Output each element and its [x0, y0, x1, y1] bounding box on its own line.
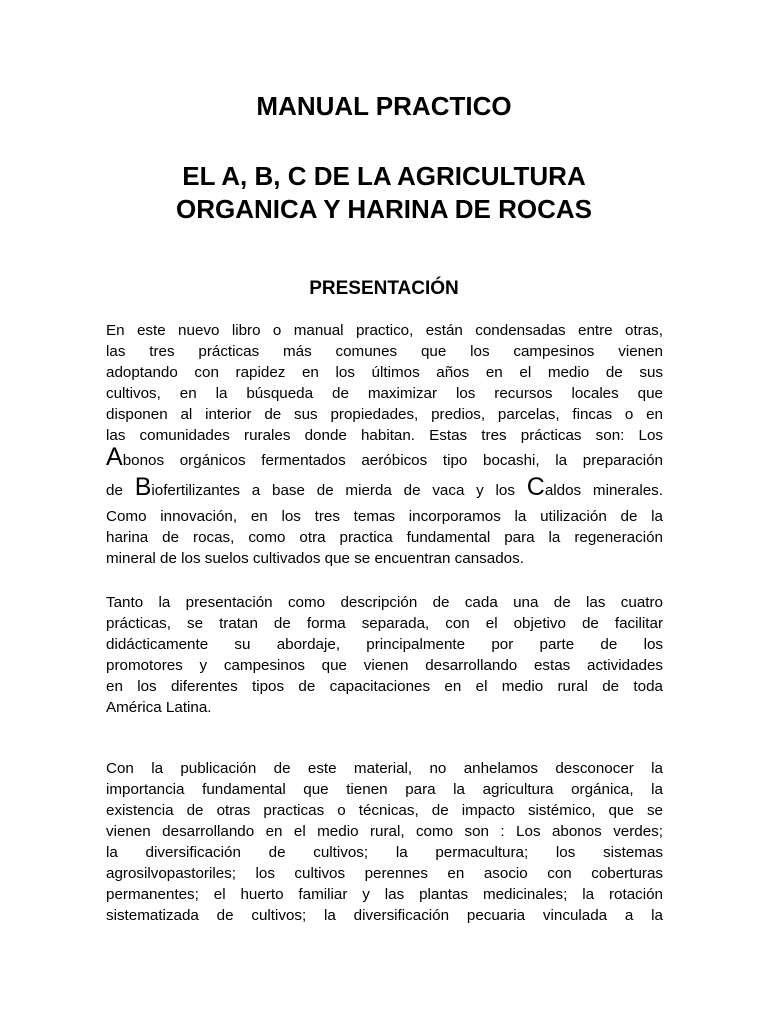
paragraph-methodology — [106, 592, 663, 718]
paragraph-context — [106, 758, 663, 926]
text-line: mineral de los suelos cultivados que se encuentran cansados. — [106, 550, 524, 567]
text-line: cultivos, en la búsqueda de maximizar los recursos locales que — [106, 385, 663, 402]
document-subtitle-line-2: ORGANICA Y HARINA DE ROCAS — [175, 194, 593, 224]
text-line: América Latina. — [106, 699, 212, 716]
text-line: prácticas, se tratan de forma separada, con el objetivo de facilitar — [106, 615, 663, 632]
text-line: las comunidades rurales donde habitan. Estas tres prácticas son: Los — [106, 427, 663, 444]
text-line: en los diferentes tipos de capacitaciones en el medio rural de toda — [106, 678, 663, 695]
text-line: didácticamente su abordaje, principalmente por parte de los — [106, 636, 663, 653]
text-line: importancia fundamental que tienen para la agricultura orgánica, la — [106, 781, 663, 798]
text-line: sistematizada de cultivos; la diversificación pecuaria vinculada a la — [106, 907, 663, 924]
text-line: permanentes; el huerto familiar y las plantas medicinales; la rotación — [106, 886, 663, 903]
text-line: disponen al interior de sus propiedades, predios, parcelas, fincas o en — [106, 406, 663, 423]
text-line: promotores y campesinos que vienen desarrollando estas actividades — [106, 657, 663, 674]
text-line: Tanto la presentación como descripción de cada una de las cuatro — [106, 594, 663, 611]
text-line-with-initials — [106, 473, 663, 506]
text-fragment: iofertilizantes a base de mierda de vaca y los — [151, 482, 527, 499]
text-line: vienen desarrollando en el medio rural, como son : Los abonos verdes; — [106, 823, 663, 840]
text-line: la diversificación de cultivos; la permacultura; los sistemas — [106, 844, 663, 861]
paragraph-presentation — [106, 320, 663, 569]
text-fragment: bonos orgánicos fermentados aeróbicos tipo bocashi, la preparación — [122, 452, 663, 469]
text-line: Con la publicación de este material, no anhelamos desconocer la — [106, 760, 663, 777]
document-title: MANUAL PRACTICO — [256, 91, 512, 121]
text-line: las tres prácticas más comunes que los campesinos vienen — [106, 343, 663, 360]
document-subtitle-line-1: EL A, B, C DE LA AGRICULTURA — [182, 161, 586, 191]
text-line: agrosilvopastoriles; los cultivos perennes en asocio con coberturas — [106, 865, 663, 882]
text-line: Como innovación, en los tres temas incorporamos la utilización de la — [106, 508, 663, 525]
text-line: En este nuevo libro o manual practico, están condensadas entre otras, — [106, 322, 663, 339]
section-heading: PRESENTACIÓN — [309, 278, 459, 299]
text-line: existencia de otras practicas o técnicas, de impacto sistémico, que se — [106, 802, 663, 819]
text-fragment: aldos minerales. — [544, 482, 663, 499]
text-line: harina de rocas, como otra practica fundamental para la regeneración — [106, 529, 663, 546]
enlarged-initial-a: A — [106, 443, 123, 471]
text-line-with-initial — [106, 443, 663, 476]
enlarged-initial-c: C — [526, 473, 545, 501]
text-line: adoptando con rapidez en los últimos años en el medio de sus — [106, 364, 663, 381]
text-fragment: de — [106, 482, 135, 499]
enlarged-initial-b: B — [134, 473, 152, 501]
